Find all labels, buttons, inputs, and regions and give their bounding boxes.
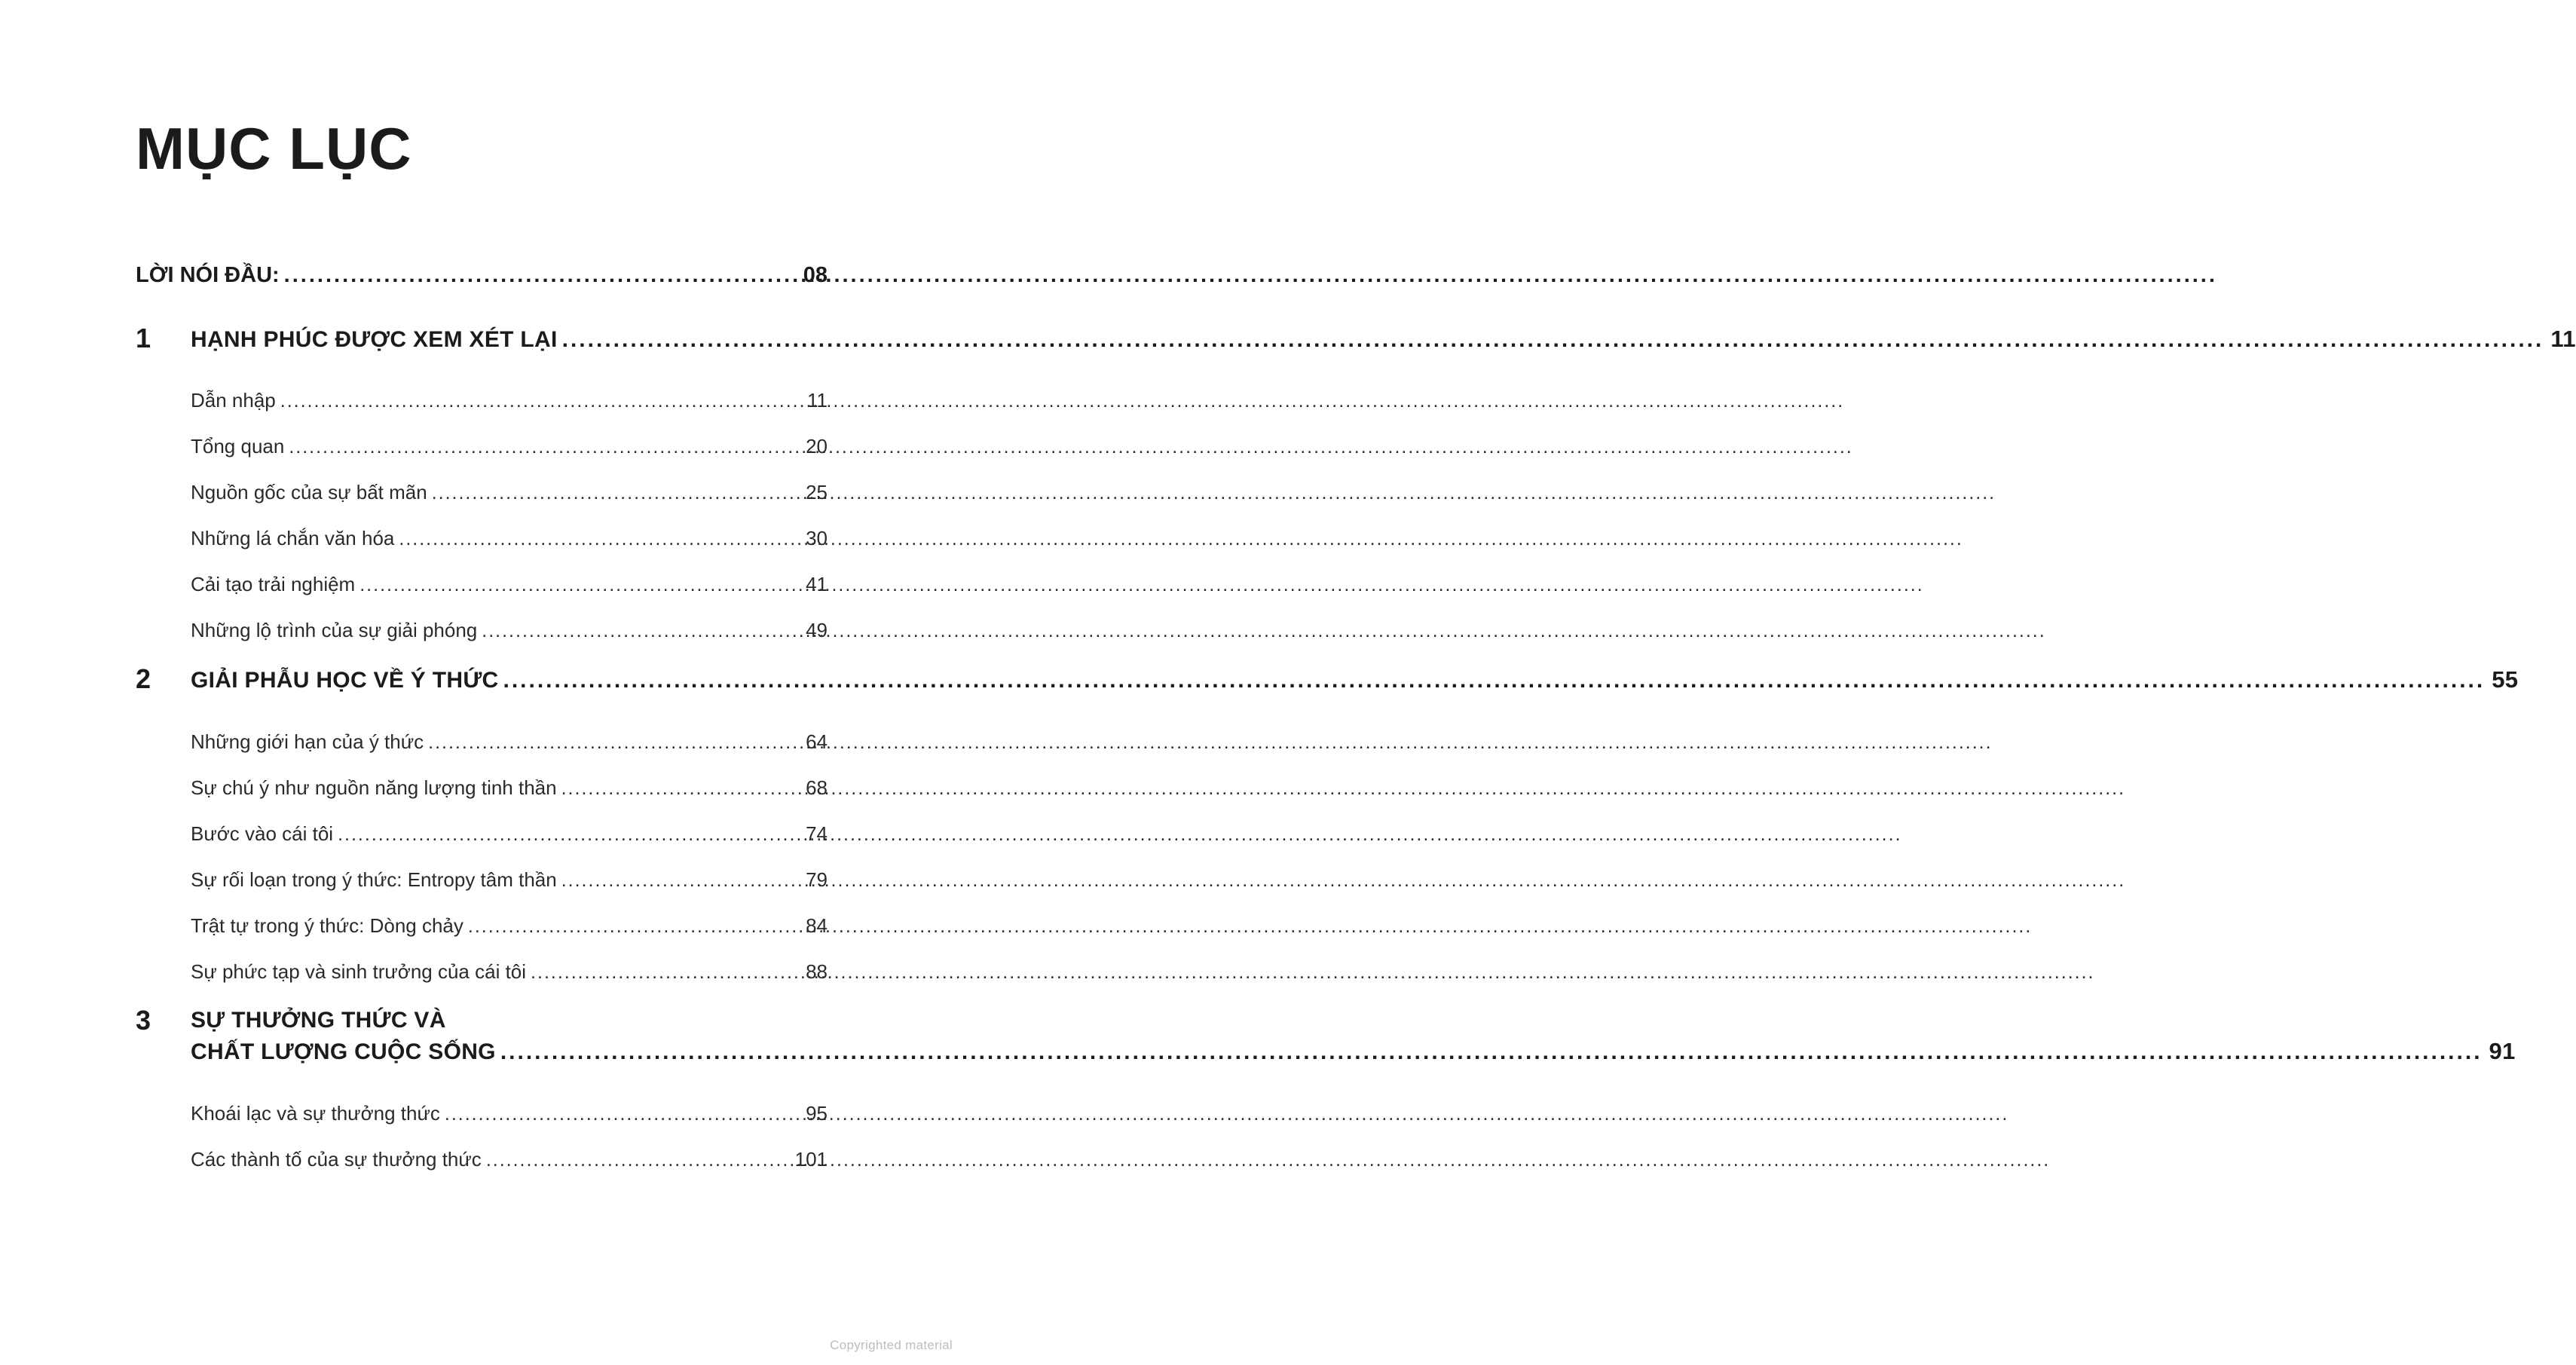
entry-label: Sự phức tạp và sinh trưởng của cái tôi — [191, 959, 527, 983]
page-number: 20 — [806, 435, 828, 458]
chapter-number: 1 — [136, 322, 151, 353]
dot-leader — [355, 573, 806, 598]
dot-leader — [477, 619, 806, 644]
page-number: 95 — [806, 1101, 828, 1125]
page-title: MỤC LỤC — [136, 115, 412, 182]
dot-leader — [276, 389, 807, 414]
chapter-title-block — [191, 1005, 2516, 1068]
dot-leader — [284, 435, 806, 460]
dot-leader — [333, 822, 806, 847]
page-number: 41 — [806, 573, 828, 596]
chapter-title-line2: CHẤT LƯỢNG CUỘC SỐNG — [191, 1039, 496, 1065]
toc-entry — [191, 730, 828, 755]
toc-entry — [191, 526, 828, 552]
dot-leader — [463, 914, 806, 939]
chapter-title: HẠNH PHÚC ĐƯỢC XEM XÉT LẠI — [191, 326, 558, 352]
entry-label: Tổng quan — [191, 435, 285, 458]
page-number: 30 — [806, 527, 828, 550]
page-number: 55 — [2492, 666, 2519, 693]
copyright-notice: Copyrighted material — [830, 1338, 953, 1352]
toc-entry — [191, 822, 828, 847]
toc-entry — [191, 572, 828, 598]
dot-leader — [482, 1148, 795, 1173]
page-number: 79 — [806, 868, 828, 891]
entry-label: Các thành tố của sự thưởng thức — [191, 1147, 482, 1171]
toc-entry — [191, 868, 828, 893]
chapter-heading — [136, 663, 2519, 696]
page-number: 08 — [803, 263, 828, 287]
page-number: 68 — [806, 776, 828, 799]
entry-label: Nguồn gốc của sự bất mãn — [191, 481, 427, 504]
toc-entry — [191, 434, 828, 460]
chapter-number: 2 — [136, 663, 151, 695]
dot-leader — [394, 527, 806, 552]
toc-entry — [191, 959, 828, 985]
dot-leader — [526, 960, 806, 985]
dot-leader — [427, 481, 806, 506]
dot-leader — [557, 776, 806, 801]
page-number: 11 — [807, 389, 828, 412]
page-number: 49 — [806, 619, 828, 642]
entry-label: Dẫn nhập — [191, 389, 276, 412]
page-number: 74 — [806, 822, 828, 845]
chapter-heading — [136, 1004, 2516, 1068]
toc-entry — [191, 914, 828, 939]
entry-label: Những lộ trình của sự giải phóng — [191, 619, 478, 642]
dot-leader — [557, 868, 806, 893]
entry-label: Cải tạo trải nghiệm — [191, 573, 356, 596]
dot-leader — [280, 262, 799, 289]
toc-entry — [191, 1101, 828, 1127]
dot-leader — [424, 730, 806, 755]
toc-list — [136, 262, 2576, 1173]
toc-entry — [191, 480, 828, 506]
entry-label: Trật tự trong ý thức: Dòng chảy — [191, 914, 463, 937]
toc-entry — [191, 618, 828, 644]
dot-leader — [496, 1037, 2485, 1068]
page-number: 64 — [806, 730, 828, 753]
page-number: 25 — [806, 481, 828, 504]
entry-label: Những giới hạn của ý thức — [191, 730, 424, 753]
dot-leader — [440, 1102, 806, 1127]
chapter-title-block — [191, 323, 2576, 356]
dot-leader — [499, 666, 2488, 696]
entry-label: Sự chú ý như nguồn năng lượng tinh thần — [191, 776, 557, 799]
chapter-title: GIẢI PHẪU HỌC VỀ Ý THỨC — [191, 668, 499, 693]
entry-label: Khoái lạc và sự thưởng thức — [191, 1101, 440, 1125]
chapter-sections — [191, 388, 828, 644]
entry-label: Bước vào cái tôi — [191, 822, 334, 845]
chapter-sections — [191, 730, 828, 985]
dot-leader — [558, 325, 2547, 356]
page-number: 11 — [2550, 325, 2576, 352]
entry-label: LỜI NÓI ĐẦU: — [136, 263, 280, 287]
toc-entry — [191, 388, 828, 414]
page-number: 91 — [2489, 1038, 2516, 1065]
page-number: 84 — [806, 914, 828, 937]
entry-label: Sự rối loạn trong ý thức: Entropy tâm thần — [191, 868, 557, 891]
chapter-title-block — [191, 664, 2518, 696]
page-number: 101 — [794, 1147, 828, 1171]
toc-entry-preface — [136, 262, 828, 289]
toc-entry — [191, 1147, 828, 1173]
entry-label: Những lá chắn văn hóa — [191, 527, 395, 550]
chapter-number: 3 — [136, 1004, 151, 1036]
chapter-heading — [136, 322, 2576, 356]
chapter-sections — [191, 1101, 828, 1173]
toc-entry — [191, 776, 828, 801]
chapter-title-line1: SỰ THƯỞNG THỨC VÀ — [191, 1007, 446, 1033]
page-number: 88 — [806, 959, 828, 983]
